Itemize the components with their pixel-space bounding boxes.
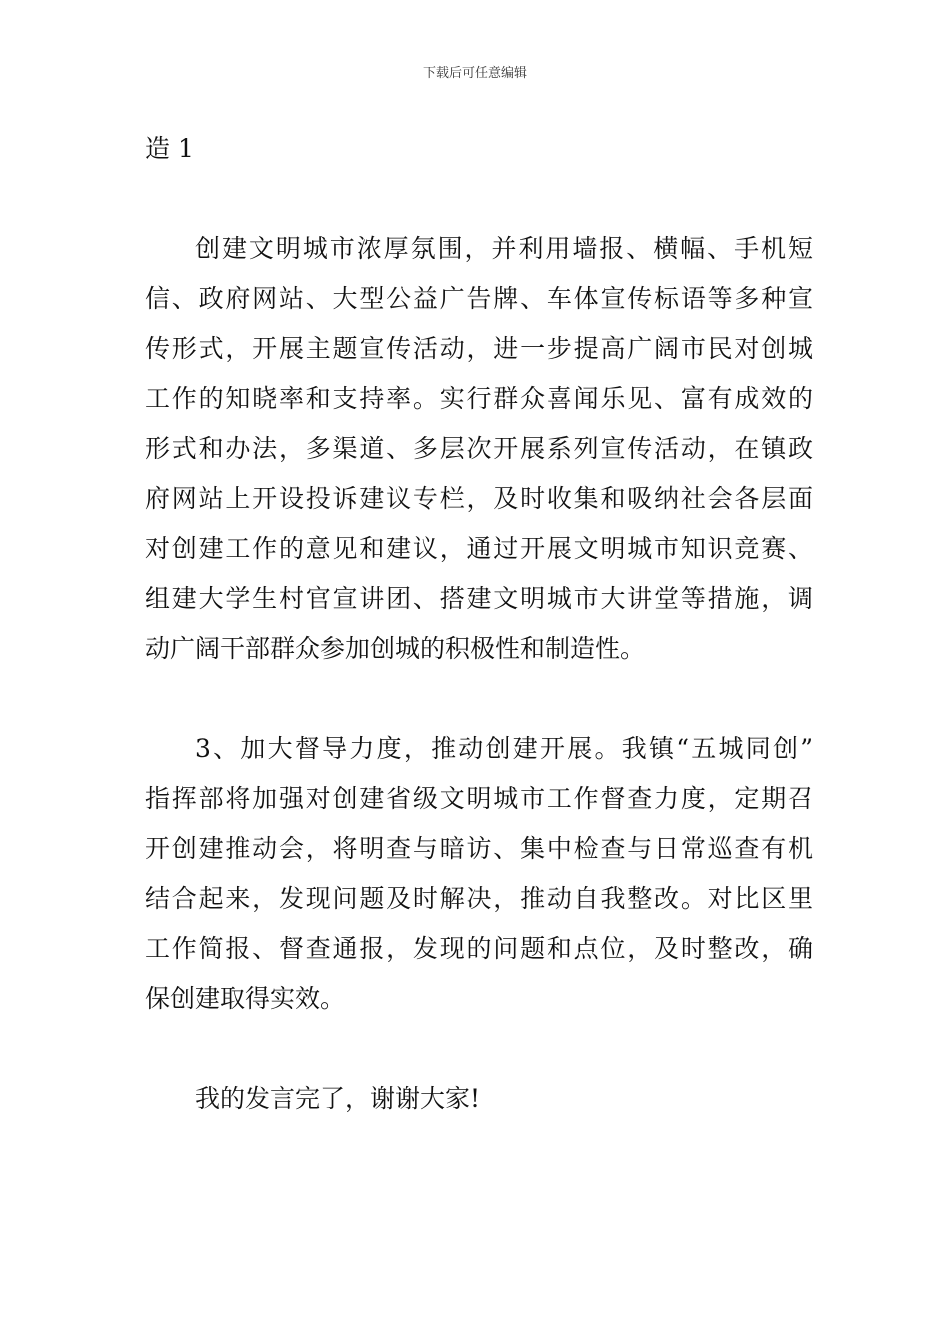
paragraph-1-line: 府网站上开设投诉建议专栏，及时收集和吸纳社会各层面 (145, 484, 813, 513)
page-header-note: 下载后可任意编辑 (422, 66, 527, 81)
paragraph-2-line: 3、加大督导力度，推动创建开展。我镇“五城同创” (195, 734, 813, 763)
paragraph-1-line: 组建大学生村官宣讲团、搭建文明城市大讲堂等措施，调 (145, 584, 813, 613)
paragraph-1-line: 传形式，开展主题宣传活动，进一步提高广阔市民对创城 (145, 334, 813, 363)
paragraph-1 (145, 224, 813, 674)
closing-remark: 我的发言完了，谢谢大家! (195, 1084, 481, 1113)
paragraph-1-line: 工作的知晓率和支持率。实行群众喜闻乐见、富有成效的 (145, 384, 813, 413)
fragment-line: 造 1 (145, 134, 194, 163)
paragraph-gap (145, 1024, 813, 1074)
paragraph-1-line: 信、政府网站、大型公益广告牌、车体宣传标语等多种宣 (145, 284, 813, 313)
paragraph-2-line: 结合起来，发现问题及时解决，推动自我整改。对比区里 (145, 884, 813, 913)
paragraph-2 (145, 724, 813, 1024)
paragraph-1-line: 形式和办法，多渠道、多层次开展系列宣传活动，在镇政 (145, 434, 813, 463)
paragraph-gap (145, 674, 813, 724)
paragraph-2-line: 保创建取得实效。 (145, 984, 346, 1013)
paragraph-2-line: 工作简报、督查通报，发现的问题和点位，及时整改，确 (145, 934, 813, 963)
document-body (145, 124, 813, 1124)
paragraph-1-line: 动广阔干部群众参加创城的积极性和制造性。 (145, 634, 646, 663)
paragraph-2-line: 开创建推动会，将明查与暗访、集中检查与日常巡查有机 (145, 834, 813, 863)
paragraph-gap (145, 174, 813, 224)
paragraph-1-line: 创建文明城市浓厚氛围，并利用墙报、横幅、手机短 (195, 234, 813, 263)
paragraph-1-line: 对创建工作的意见和建议，通过开展文明城市知识竞赛、 (145, 534, 813, 563)
paragraph-2-line: 指挥部将加强对创建省级文明城市工作督查力度，定期召 (145, 784, 813, 813)
